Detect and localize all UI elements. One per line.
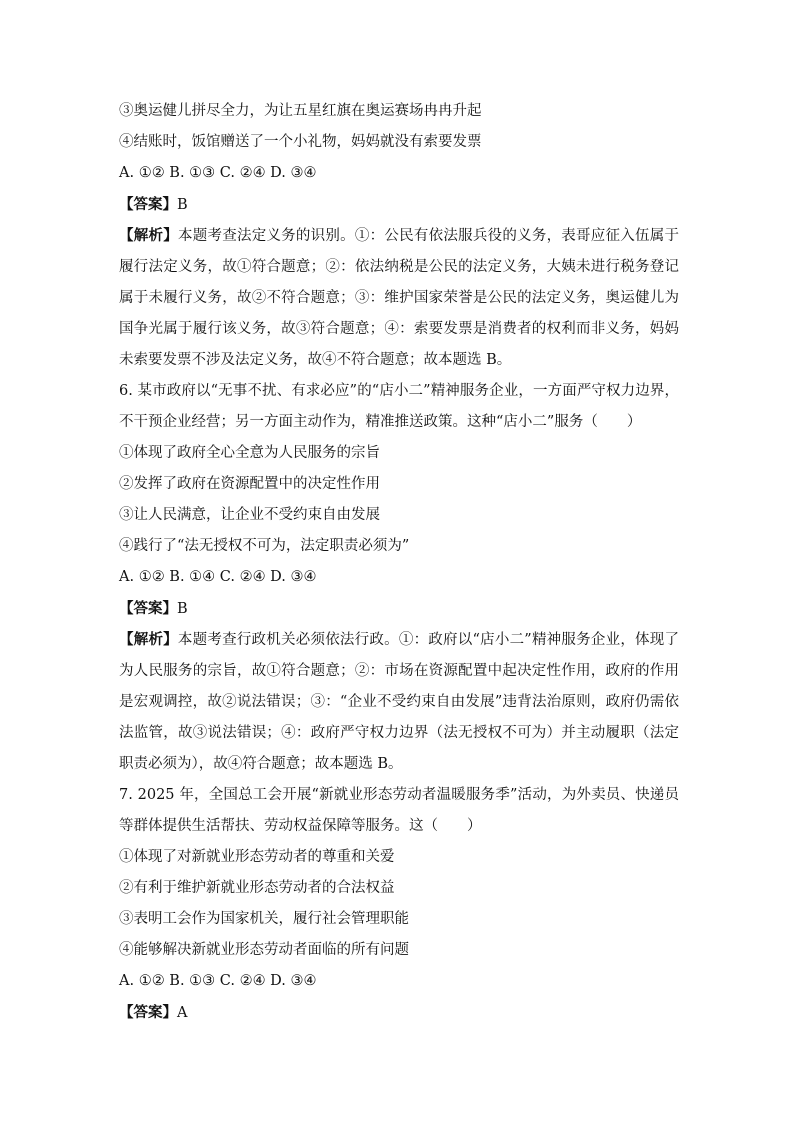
- answer-value: B: [177, 197, 188, 213]
- analysis-label: 【解析】: [119, 631, 178, 648]
- analysis-label: 【解析】: [119, 227, 178, 244]
- q6-option-1: ①体现了政府全心全意为人民服务的宗旨: [119, 445, 380, 461]
- q7-option-1: ①体现了对新就业形态劳动者的尊重和关爱: [119, 849, 395, 865]
- q6-option-2: ②发挥了政府在资源配置中的决定性作用: [119, 476, 380, 492]
- answer-label: 【答案】: [119, 600, 177, 617]
- q5-choices: A. ①② B. ①③ C. ②④ D. ③④: [119, 165, 317, 181]
- q5-option-3: ③奥运健儿拼尽全力，为让五星红旗在奥运赛场冉冉升起: [119, 103, 482, 119]
- answer-value: A: [177, 1005, 188, 1021]
- q6-choices: A. ①② B. ①④ C. ②④ D. ③④: [119, 569, 317, 585]
- q6-stem: 6. 某市政府以“无事不扰、有求必应”的“店小二”精神服务企业，一方面严守权力边界，不干预企业经营；另一方面主动作为，精准推送政策。这种“店小二”服务（ ）: [119, 383, 679, 430]
- q5-answer: [119, 189, 679, 220]
- q7-stem: 7. 2025 年，全国总工会开展“新就业形态劳动者温暖服务季”活动，为外卖员、快递员等群体提供生活帮扶、劳动权益保障等服务。这（ ）: [119, 787, 679, 834]
- q5-analysis: [119, 220, 679, 376]
- q7-answer: [119, 997, 679, 1028]
- q6-option-3: ③让人民满意，让企业不受约束自由发展: [119, 507, 380, 523]
- q6-answer: [119, 593, 679, 624]
- answer-label: 【答案】: [119, 196, 177, 213]
- document-page: [119, 96, 679, 1028]
- q7-option-3: ③表明工会作为国家机关，履行社会管理职能: [119, 911, 409, 927]
- q5-option-4: ④结账时，饭馆赠送了一个小礼物，妈妈就没有索要发票: [119, 134, 482, 150]
- q6-analysis: [119, 624, 679, 780]
- q7-choices: A. ①② B. ①③ C. ②④ D. ③④: [119, 973, 317, 989]
- q6-option-4: ④践行了“法无授权不可为，法定职责必须为”: [119, 538, 410, 554]
- q7-option-2: ②有利于维护新就业形态劳动者的合法权益: [119, 880, 395, 896]
- answer-value: B: [177, 601, 188, 617]
- answer-label: 【答案】: [119, 1004, 177, 1021]
- analysis-text: 本题考查行政机关必须依法行政。①：政府以“店小二”精神服务企业，体现了为人民服务的宗旨，故①符合题意；②：市场在资源配置中起决定性作用，政府的作用是宏观调控，故②说法错误；③：“企业不受约束自由发展”违背法治原则，政府仍需依法监管，故③说法错误；④：政府严守权力边界（法无授权不可为）并主动履职（法定职责必须为），故④符合题意；故本题选 B。: [119, 632, 680, 772]
- analysis-text: 本题考查法定义务的识别。①：公民有依法服兵役的义务，表哥应征入伍属于履行法定义务，故①符合题意；②：依法纳税是公民的法定义务，大姨未进行税务登记属于未履行义务，故②不符合题意；③：维护国家荣誉是公民的法定义务，奥运健儿为国争光属于履行该义务，故③符合题意；④：索要发票是消费者的权利而非义务，妈妈未索要发票不涉及法定义务，故④不符合题意；故本题选 B。: [119, 228, 680, 368]
- q7-option-4: ④能够解决新就业形态劳动者面临的所有问题: [119, 942, 409, 958]
